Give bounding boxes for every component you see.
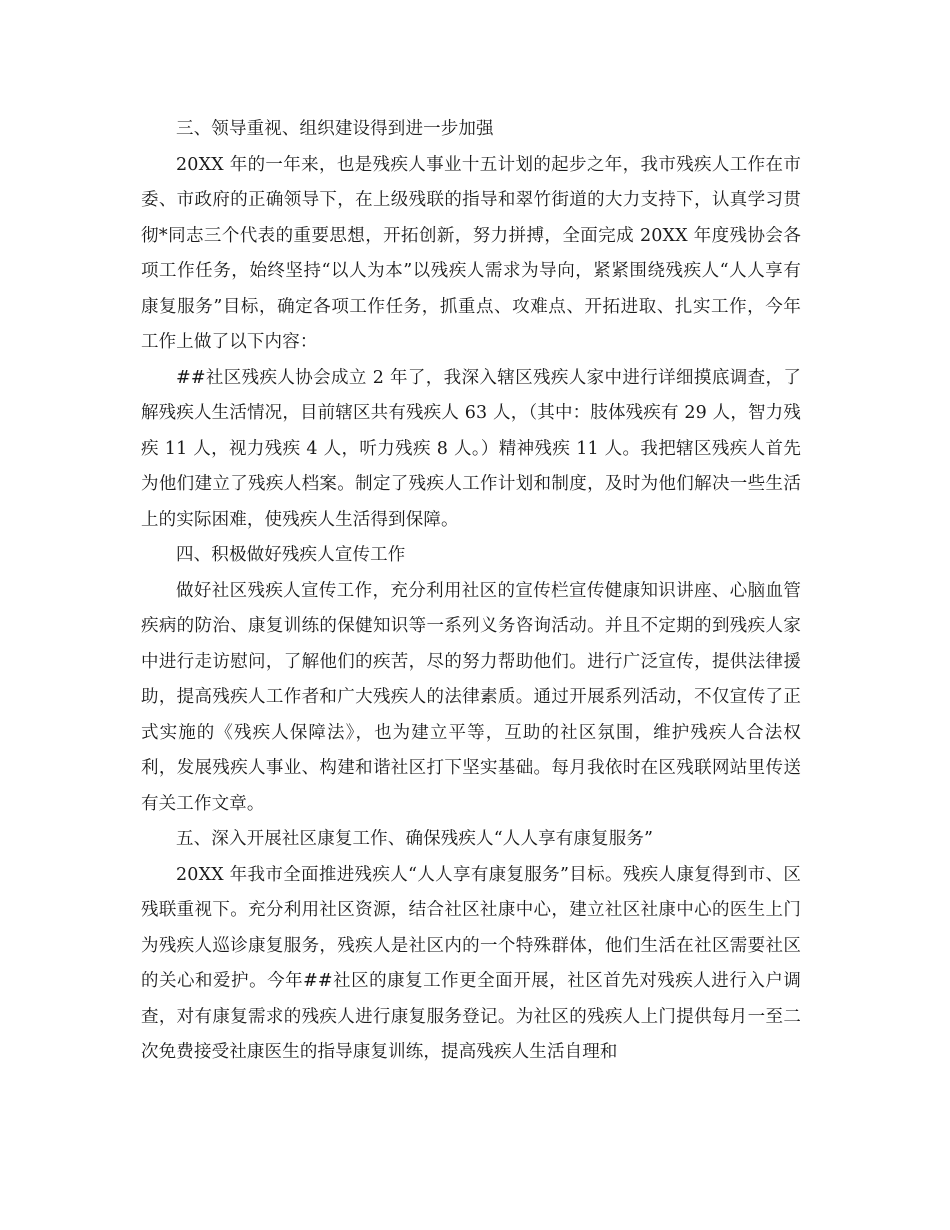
body-paragraph: 20XX 年我市全面推进残疾人“人人享有康复服务”目标。残疾人康复得到市、区残联重视下。充分利用社区资源，结合社区社康中心，建立社区社康中心的医生上门为残疾人巡诊康复服务，残疾人是社区内的一个特殊群体，他们生活在社区需要社区的关心和爱护。今年##社区的康复工作更全面开展，社区首先对残疾人进行入户调查，对有康复需求的残疾人进行康复服务登记。为社区的残疾人上门提供每月一至二次免费接受社康医生的指导康复训练，提高残疾人生活自理和 [141,864,801,1062]
body-paragraph: ##社区残疾人协会成立 2 年了，我深入辖区残疾人家中进行详细摸底调查，了解残疾人生活情况，目前辖区共有残疾人 63 人，（其中：肢体残疾有 29 人，智力残疾 11 人，视力残疾 4 人，听力残疾 8 人。）精神残疾 11 人。我把辖区残疾人首先为他们建立了残疾人档案。制定了残疾人工作计划和制度，及时为他们解决一些生活上的实际困难，使残疾人生活得到保障。 [141,367,801,530]
section-heading-4: 四、积极做好残疾人宣传工作 [176,545,406,565]
section-heading-3: 三、领导重视、组织建设得到进一步加强 [176,119,494,139]
document-body [141,112,801,1071]
body-paragraph: 20XX 年的一年来，也是残疾人事业十五计划的起步之年，我市残疾人工作在市委、市政府的正确领导下，在上级残联的指导和翠竹街道的大力支持下，认真学习贯彻*同志三个代表的重要思想，开拓创新，努力拼搏，全面完成 20XX 年度残协会各项工作任务，始终坚持“以人为本”以残疾人需求为导向，紧紧围绕残疾人“人人享有康复服务”目标，确定各项工作任务，抓重点、攻难点、开拓进取、扎实工作，今年工作上做了以下内容： [141,154,801,352]
section-heading-5: 五、深入开展社区康复工作、确保残疾人“人人享有康复服务” [176,829,654,849]
body-paragraph: 做好社区残疾人宣传工作，充分利用社区的宣传栏宣传健康知识讲座、心脑血管疾病的防治、康复训练的保健知识等一系列义务咨询活动。并且不定期的到残疾人家中进行走访慰问，了解他们的疾苦，尽的努力帮助他们。进行广泛宣传，提供法律援助，提高残疾人工作者和广大残疾人的法律素质。通过开展系列活动，不仅宣传了正式实施的《残疾人保障法》，也为建立平等，互助的社区氛围，维护残疾人合法权利，发展残疾人事业、构建和谐社区打下坚实基础。每月我依时在区残联网站里传送有关工作文章。 [141,580,801,814]
